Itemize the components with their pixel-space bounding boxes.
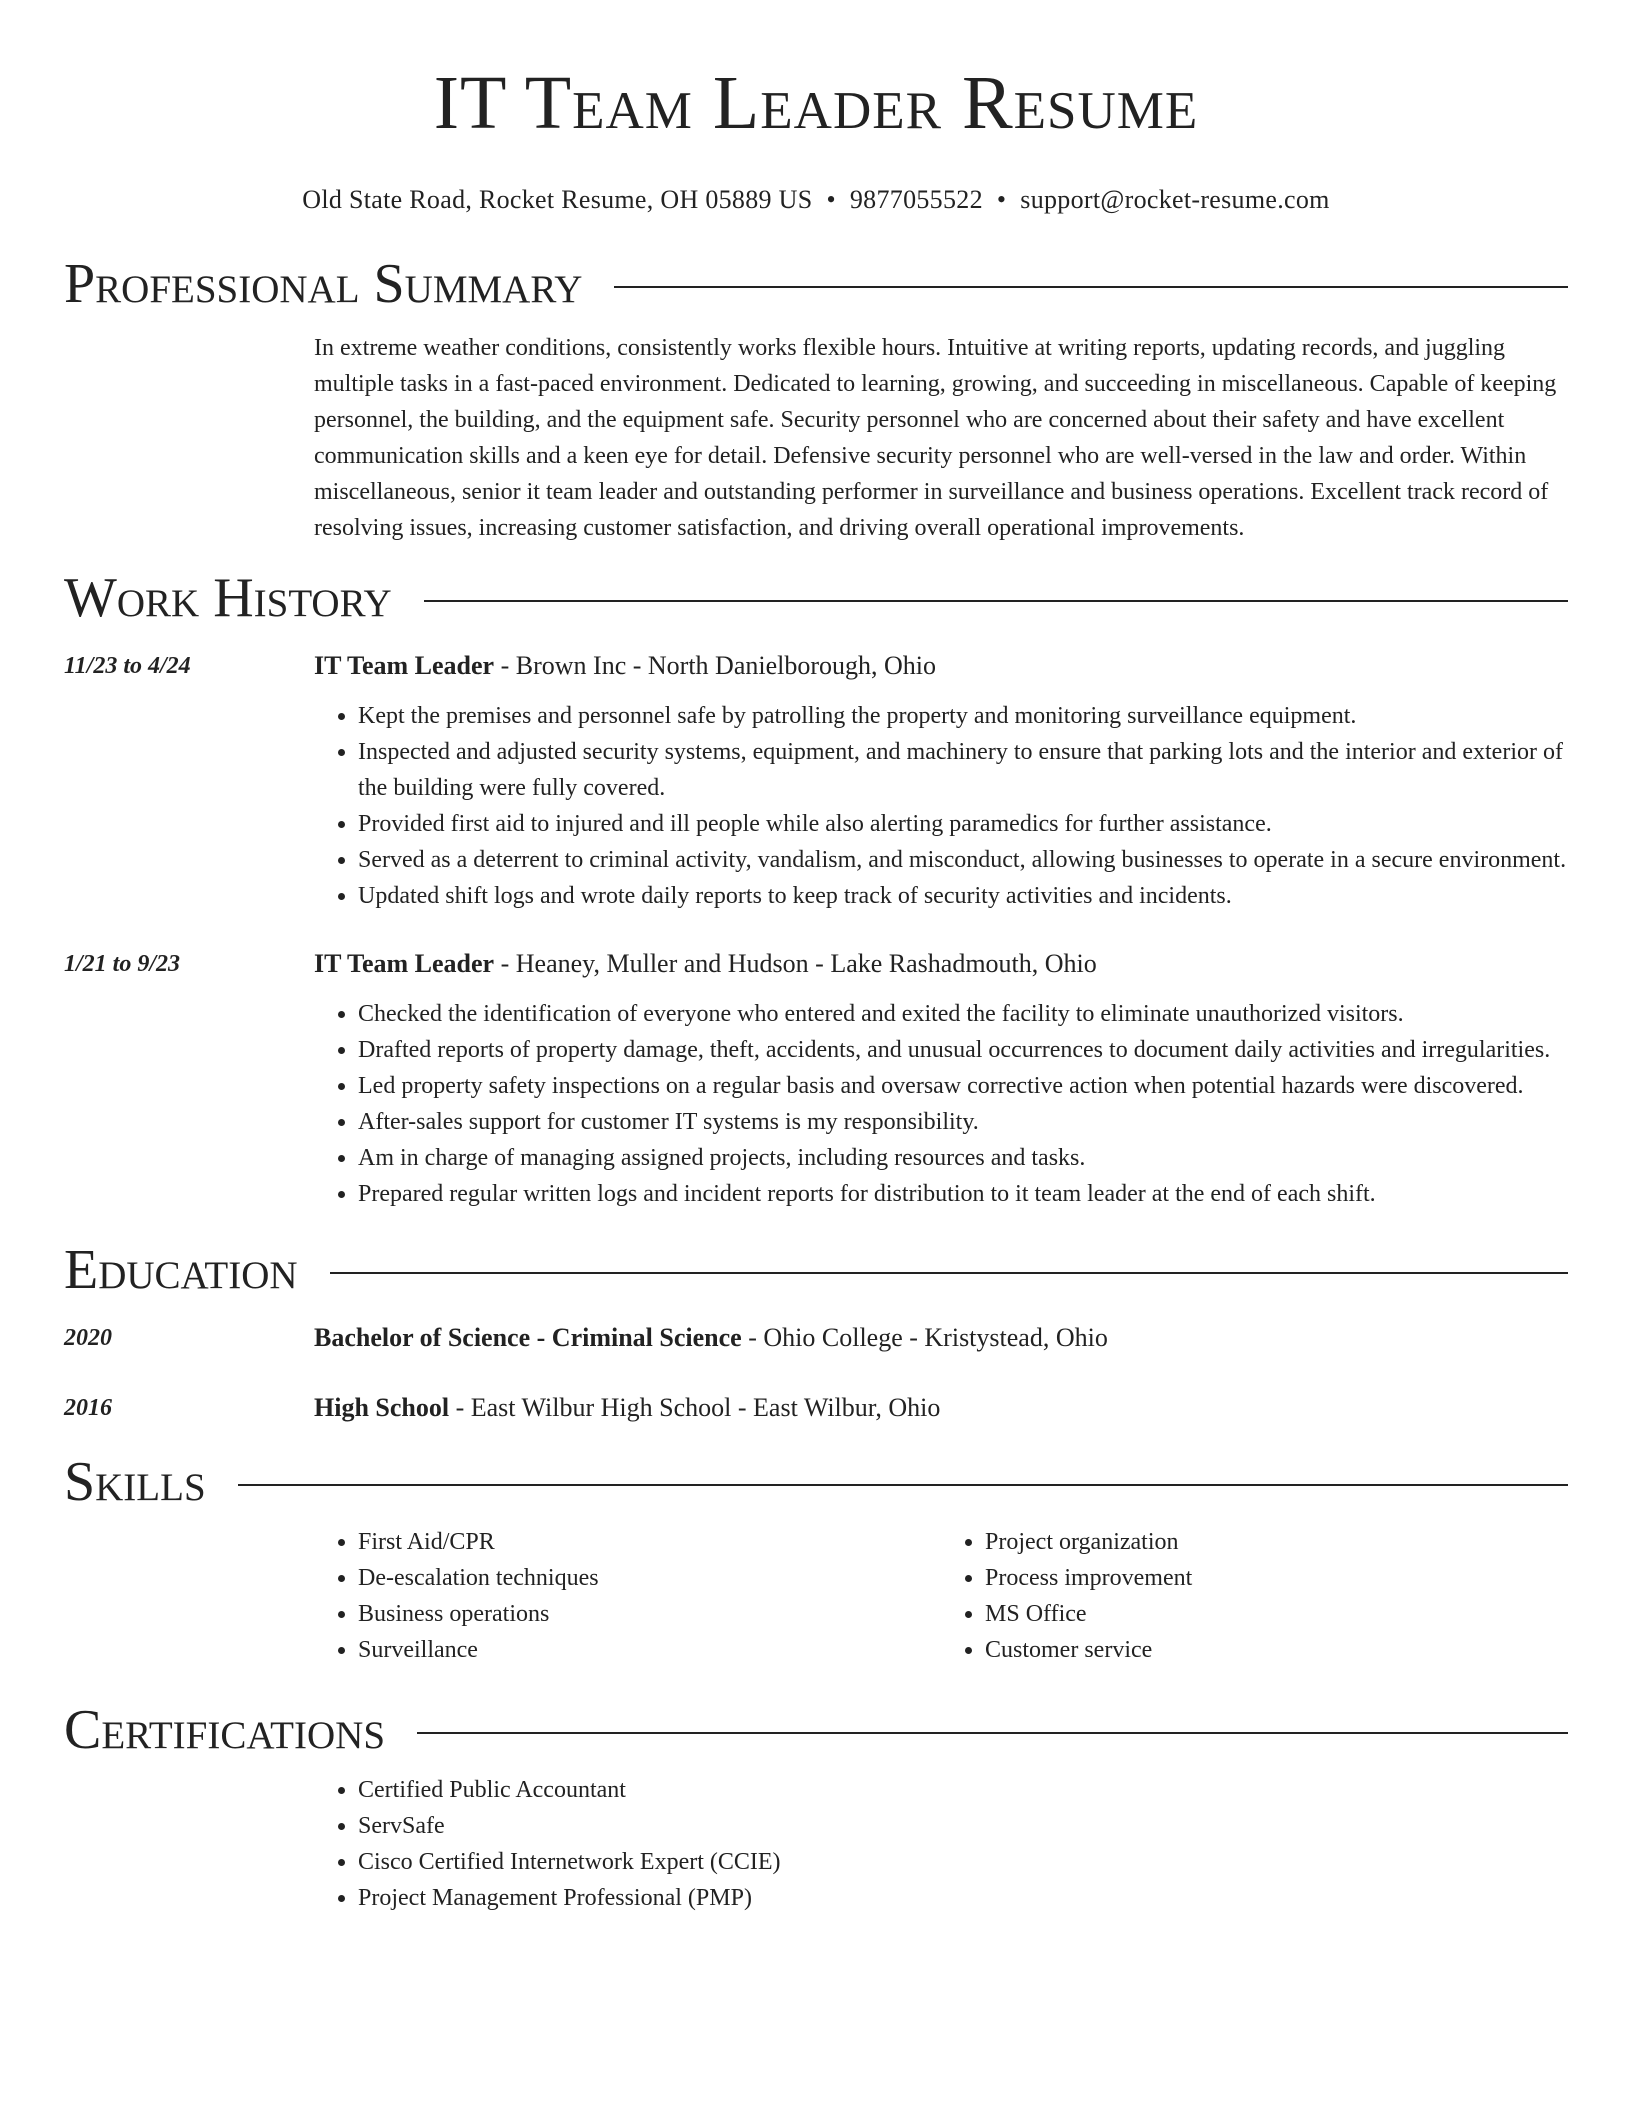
job-dates: 1/21 to 9/23 <box>64 951 181 977</box>
education-degree: High School <box>314 1393 450 1422</box>
list-item: • Served as a deterrent to criminal activity, vandalism, and misconduct, allowing businesses to operate in a secure environment. <box>358 842 1568 878</box>
job-bullets <box>314 996 1568 1212</box>
list-item: • Provided first aid to injured and ill people while also alerting paramedics for further assistance. <box>358 806 1568 842</box>
work-heading: Work History <box>64 567 392 629</box>
certifications-section-header <box>64 1700 1568 1760</box>
list-item: • Surveillance <box>358 1632 941 1668</box>
contact-separator: • <box>826 185 836 214</box>
list-item: • De-escalation techniques <box>358 1560 941 1596</box>
job-entry <box>64 946 1568 1212</box>
contact-separator: • <box>996 185 1007 214</box>
contact-line <box>64 184 1568 216</box>
education-line <box>314 1320 1568 1356</box>
job-details: - Brown Inc - North Danielborough, Ohio <box>494 651 937 680</box>
job-title: IT Team Leader <box>314 949 495 978</box>
list-item: • Certified Public Accountant <box>358 1772 1568 1808</box>
education-section-header <box>64 1240 1568 1300</box>
job-entry <box>64 648 1568 914</box>
summary-text: In extreme weather conditions, consistently works flexible hours. Intuitive at writing reports, updating records, and juggling multiple tasks in a fast-paced environment. Dedicated to learning, growing, and succeeding in miscellaneous. Capable of keeping personnel, the building, and the equipment safe. Security personnel who are concerned about their safety and have excellent communication skills and a keen eye for detail. Defensive security personnel who are well-versed in the law and order. Within miscellaneous, senior it team leader and outstanding performer in surveillance and business operations. Excellent track record of resolving issues, increasing customer satisfaction, and driving overall operational improvements. <box>314 335 1557 541</box>
contact-phone: 9877055522 <box>849 185 983 214</box>
list-item: • Cisco Certified Internetwork Expert (CCIE) <box>358 1844 1568 1880</box>
list-item: • After-sales support for customer IT systems is my responsibility. <box>358 1104 1568 1140</box>
certifications-list <box>314 1772 1568 1916</box>
skills-section-header <box>64 1452 1568 1512</box>
list-item: • Led property safety inspections on a regular basis and oversaw corrective action when potential hazards were discovered. <box>358 1068 1568 1104</box>
summary-section-header <box>64 254 1568 314</box>
education-line <box>314 1390 1568 1426</box>
education-details: - Ohio College - Kristystead, Ohio <box>741 1323 1108 1352</box>
education-year: 2020 <box>64 1325 112 1351</box>
certifications-heading: Certifications <box>64 1699 386 1761</box>
list-item: • Updated shift logs and wrote daily reports to keep track of security activities and incidents. <box>358 878 1568 914</box>
skills-list <box>314 1524 1568 1668</box>
job-dates: 11/23 to 4/24 <box>64 653 191 679</box>
section-divider <box>330 1272 1568 1274</box>
job-title: IT Team Leader <box>314 651 495 680</box>
skills-column <box>941 1524 1568 1668</box>
list-item: • ServSafe <box>358 1808 1568 1844</box>
list-item: • Business operations <box>358 1596 941 1632</box>
job-details: - Heaney, Muller and Hudson - Lake Rashadmouth, Ohio <box>494 949 1097 978</box>
list-item: • Customer service <box>985 1632 1568 1668</box>
education-entry <box>64 1320 1568 1356</box>
job-body <box>314 648 1568 914</box>
job-body <box>314 946 1568 1212</box>
education-year: 2016 <box>64 1395 112 1421</box>
list-item: • Project organization <box>985 1524 1568 1560</box>
list-item: • MS Office <box>985 1596 1568 1632</box>
job-heading <box>314 946 1568 982</box>
summary-heading: Professional Summary <box>64 253 583 315</box>
skills-column <box>314 1524 941 1668</box>
section-divider <box>417 1732 1568 1734</box>
list-item: • First Aid/CPR <box>358 1524 941 1560</box>
job-bullets <box>314 698 1568 914</box>
section-divider <box>238 1484 1568 1486</box>
list-item: • Drafted reports of property damage, theft, accidents, and unusual occurrences to document daily activities and irregularities. <box>358 1032 1568 1068</box>
list-item: • Project Management Professional (PMP) <box>358 1880 1568 1916</box>
education-heading: Education <box>64 1239 298 1301</box>
skills-heading: Skills <box>64 1451 206 1513</box>
contact-email: support@rocket-resume.com <box>1020 185 1330 214</box>
list-item: • Inspected and adjusted security systems, equipment, and machinery to ensure that parking lots and the interior and exterior of the building were fully covered. <box>358 734 1568 806</box>
education-degree: Bachelor of Science - Criminal Science <box>314 1323 742 1352</box>
work-section-header <box>64 568 1568 628</box>
list-item: • Prepared regular written logs and incident reports for distribution to it team leader at the end of each shift. <box>358 1176 1568 1212</box>
page-title: IT Team Leader Resume <box>433 61 1199 145</box>
list-item: • Kept the premises and personnel safe by patrolling the property and monitoring surveillance equipment. <box>358 698 1568 734</box>
certifications-column <box>314 1772 1568 1916</box>
section-divider <box>614 286 1568 288</box>
job-heading <box>314 648 1568 684</box>
list-item: • Process improvement <box>985 1560 1568 1596</box>
list-item: • Checked the identification of everyone who entered and exited the facility to eliminate unauthorized visitors. <box>358 996 1568 1032</box>
education-details: - East Wilbur High School - East Wilbur, Ohio <box>449 1393 941 1422</box>
list-item: • Am in charge of managing assigned projects, including resources and tasks. <box>358 1140 1568 1176</box>
contact-address: Old State Road, Rocket Resume, OH 05889 US <box>302 185 813 214</box>
section-divider <box>424 600 1568 602</box>
education-entry <box>64 1390 1568 1426</box>
